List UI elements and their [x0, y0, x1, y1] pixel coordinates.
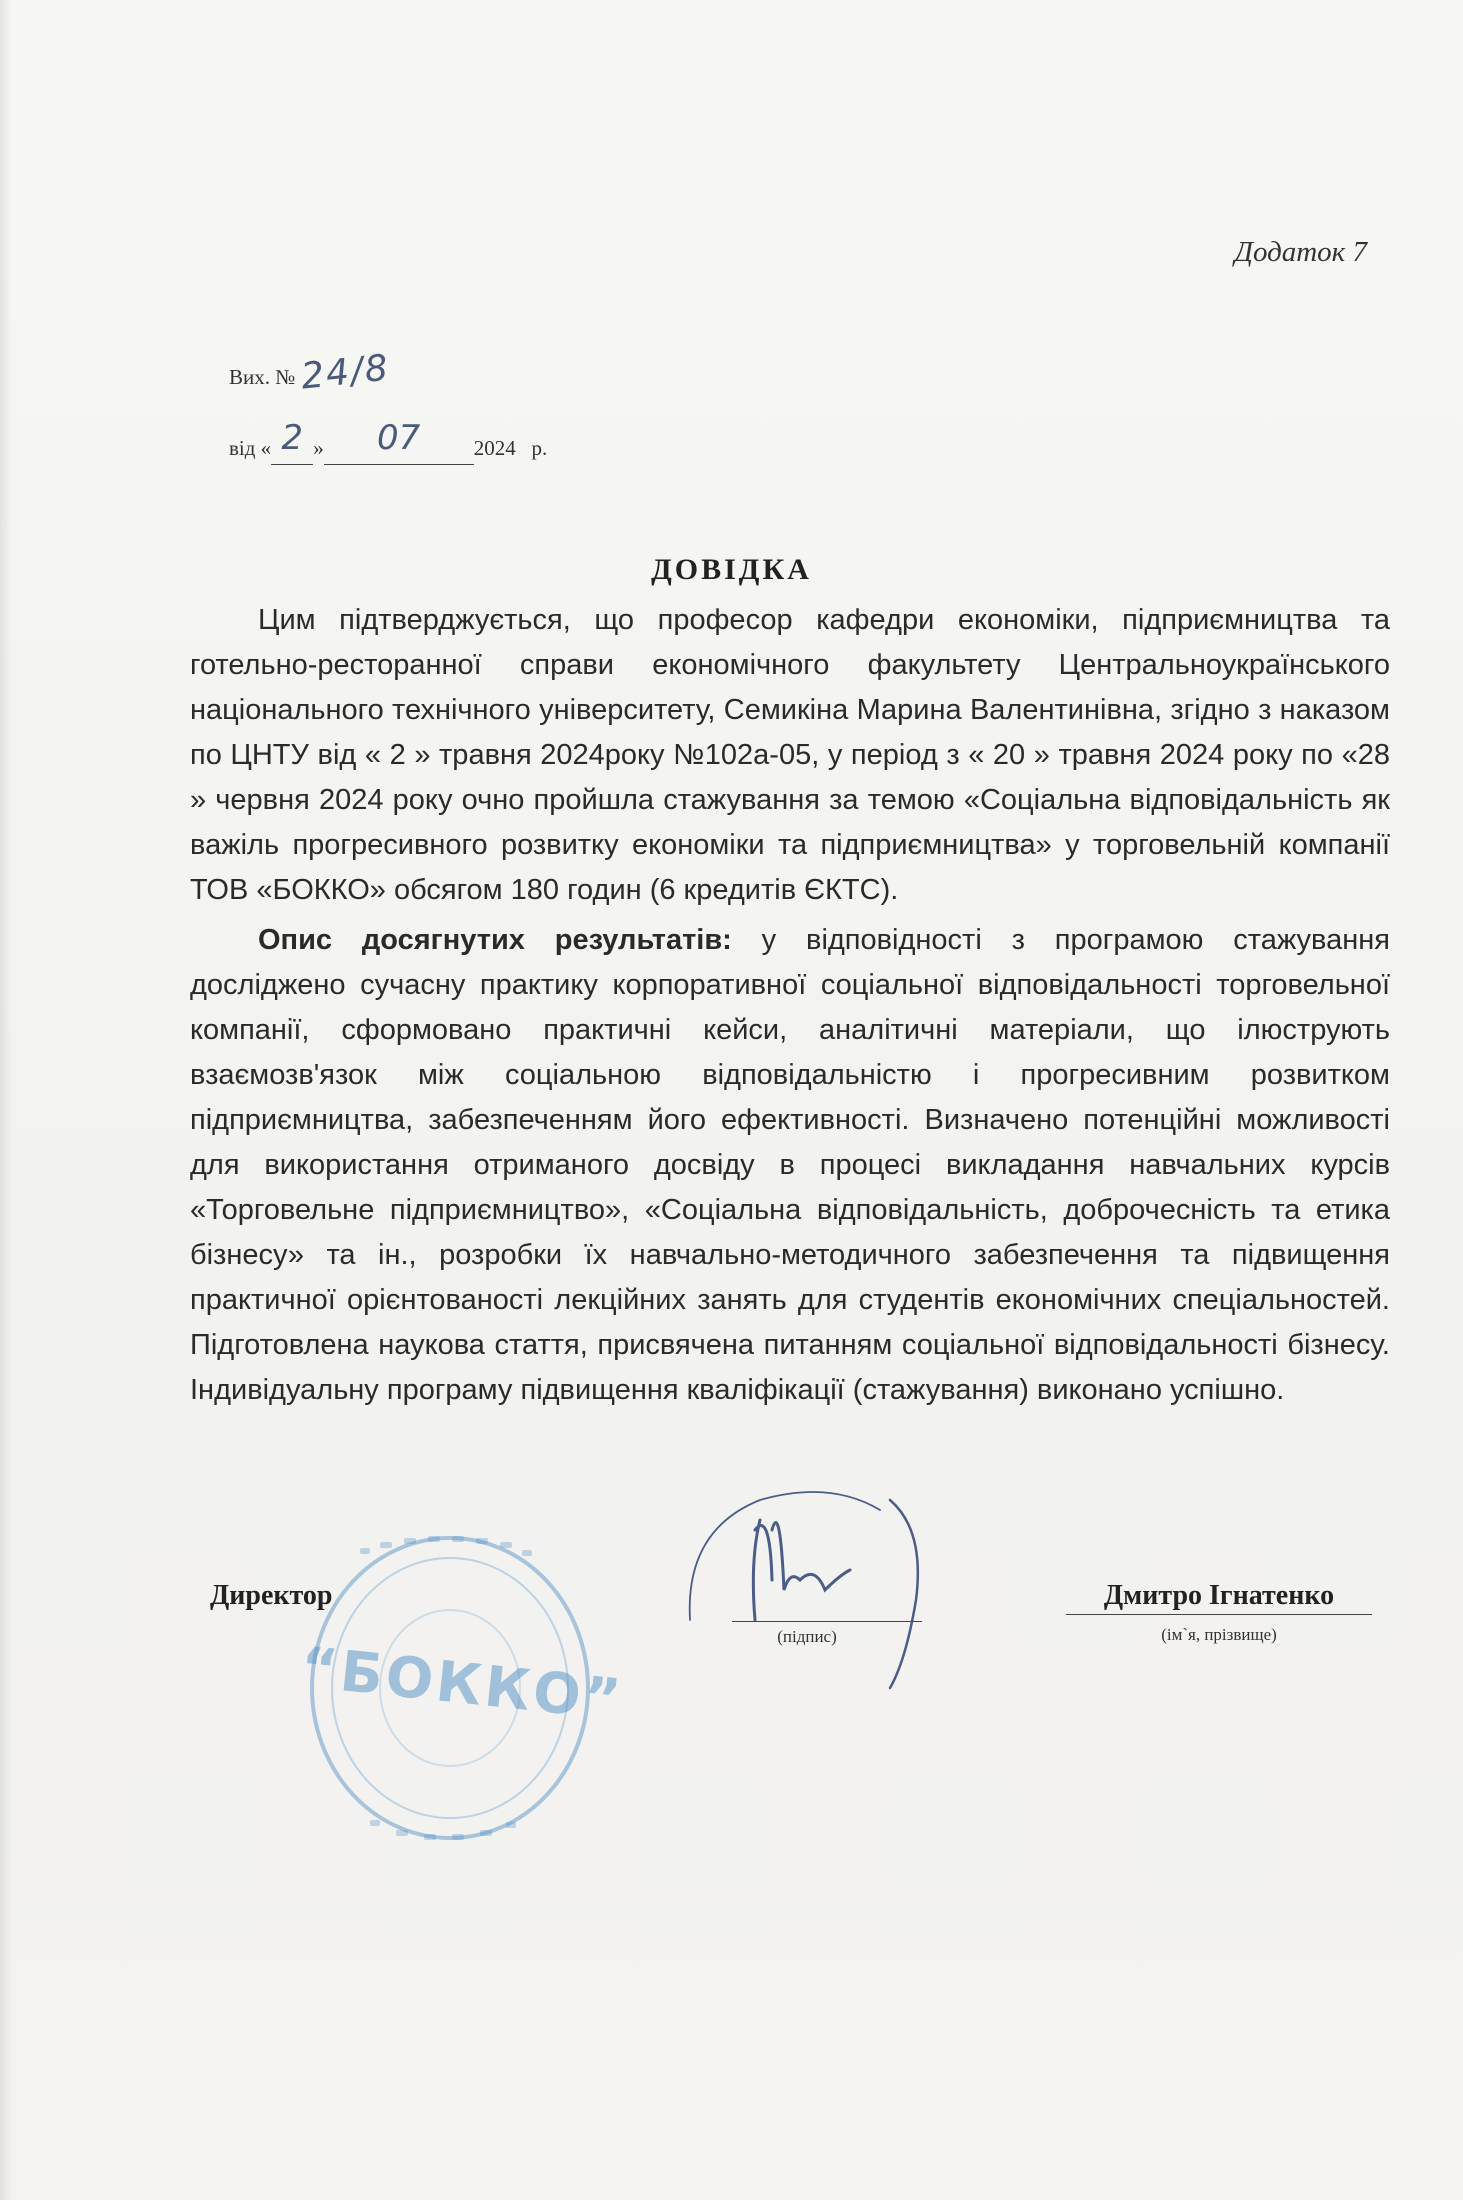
handwritten-signature: [680, 1470, 940, 1700]
outgoing-number: [229, 347, 393, 398]
date-year: 2024: [473, 436, 516, 460]
paragraph-text: Цим підтверджується, що професор кафедри економіки, підприємництва та готельно-ресторанної справи економічного факультету Центральноукраїнського національного технічного університету, Семикіна Марина Валентинівна, згідно з наказом по ЦНТУ від « 2 » травня 2024року №102а-05, у період з « 20 » травня 2024 року по «28 » червня 2024 року очно пройшла стажування за темою «Соціальна відповідальність як важіль прогресивного розвитку економіки та підприємництва» у торговельній компанії ТОВ «БОККО» обсягом 180 годин (6 кредитів ЄКТС).: [190, 604, 1390, 906]
paragraph-results: [190, 918, 1390, 1413]
signatory-name-caption: (ім`я, прізвище): [1161, 1625, 1277, 1644]
date-close-quote: »: [313, 436, 324, 460]
date-month-handwritten: 07: [377, 418, 421, 458]
seal-center-text: “БОККО”: [297, 1635, 627, 1734]
signature-caption: (підпис): [777, 1627, 837, 1646]
date-prefix: від «: [229, 436, 272, 460]
outgoing-prefix: Вих. №: [229, 365, 296, 389]
paragraph-lead: Опис досягнутих результатів:: [258, 924, 732, 956]
date-day-handwritten: 2: [281, 418, 303, 458]
director-label: Директор: [210, 1580, 333, 1611]
paragraph-text: у відповідності з програмою стажування досліджено сучасну практику корпоративної соціальної відповідальності торговельної компанії, сформовано практичні кейси, аналітичні матеріали, що ілюструють взаємозв'язок між соціальною відповідальністю і прогресивним розвитком підприємництва, забезпеченням його ефективності. Визначено потенційні можливості для використання отриманого досвіду в процесі викладання навчальних курсів «Торговельне підприємництво», «Соціальна відповідальність, доброчесність та етика бізнесу» та ін., розробки їх навчально-методичного забезпечення та підвищення практичної орієнтованості лекційних занять для студентів економічних спеціальностей. Підготовлена наукова стаття, присвячена питанням соціальної відповідальності бізнесу. Індивідуальну програму підвищення кваліфікації (стажування) виконано успішно.: [190, 924, 1390, 1406]
outgoing-date: [229, 418, 548, 465]
document-body: [190, 598, 1390, 1418]
outgoing-number-handwritten: 24/8: [299, 347, 393, 398]
page-edge-shadow: [0, 0, 12, 2200]
appendix-label: Додаток 7: [1234, 236, 1367, 268]
date-month-field: [324, 418, 474, 465]
document-title: ДОВІДКА: [651, 553, 812, 586]
signature-line: [732, 1621, 922, 1622]
date-suffix: р.: [531, 436, 548, 460]
date-day-field: [271, 418, 313, 465]
signatory-name: Дмитро Ігнатенко: [1066, 1580, 1372, 1615]
paragraph-confirmation: [190, 598, 1390, 913]
